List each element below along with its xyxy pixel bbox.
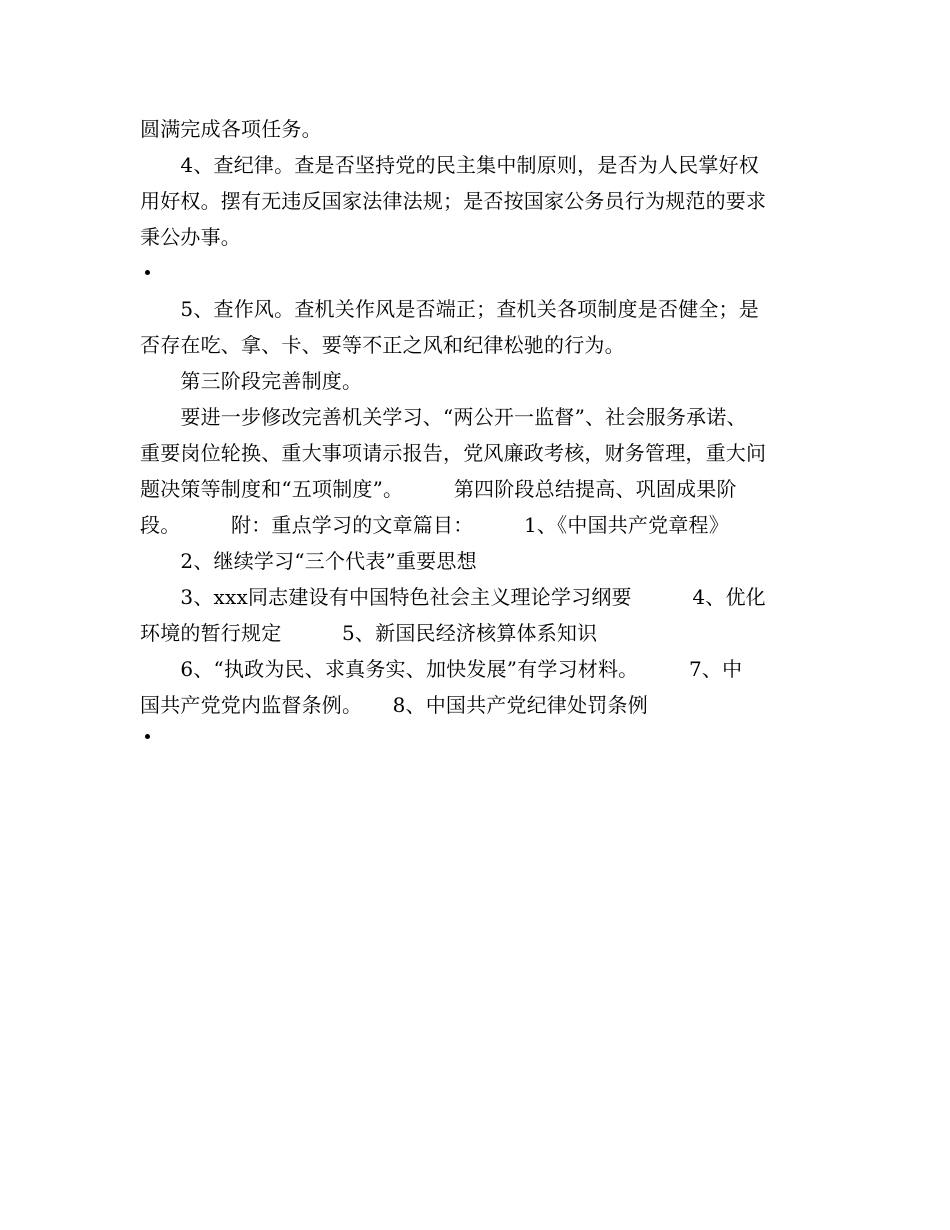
text-line: 环境的暂行规定 5、新国民经济核算体系知识 xyxy=(140,621,598,645)
text-line: 否存在吃、拿、卡、要等不正之风和纪律松驰的行为。 xyxy=(140,333,625,357)
text-line: 6、“执政为民、求真务实、加快发展”有学习材料。 7、中 xyxy=(140,657,743,681)
text-line: 圆满完成各项任务。 xyxy=(140,117,322,141)
text-line: 国共产党党内监督条例。 8、中国共产党纪律处罚条例 xyxy=(140,693,648,717)
text-line: 第三阶段完善制度。 xyxy=(140,369,363,393)
text-line: 用好权。摆有无违反国家法律法规；是否按国家公务员行为规范的要求 xyxy=(140,189,767,213)
bullet-dot xyxy=(145,270,150,275)
text-line: 要进一步修改完善机关学习、“两公开一监督”、社会服务承诺、 xyxy=(140,405,747,429)
text-line: 重要岗位轮换、重大事项请示报告，党风廉政考核，财务管理，重大问 xyxy=(140,441,767,465)
text-line: 4、查纪律。查是否坚持党的民主集中制原则，是否为人民掌好权 xyxy=(140,153,759,177)
text-line: 题决策等制度和“五项制度”。 第四阶段总结提高、巩固成果阶 xyxy=(140,477,737,501)
text-line: 段。 附：重点学习的文章篇目： 1、《中国共产党章程》 xyxy=(140,513,729,537)
text-line: 2、继续学习“三个代表”重要思想 xyxy=(140,549,477,573)
text-line: 5、查作风。查机关作风是否端正；查机关各项制度是否健全；是 xyxy=(140,297,759,321)
text-line: 3、xxx同志建设有中国特色社会主义理论学习纲要 4、优化 xyxy=(140,585,766,609)
text-line: 秉公办事。 xyxy=(140,225,241,249)
bullet-dot xyxy=(145,734,150,739)
